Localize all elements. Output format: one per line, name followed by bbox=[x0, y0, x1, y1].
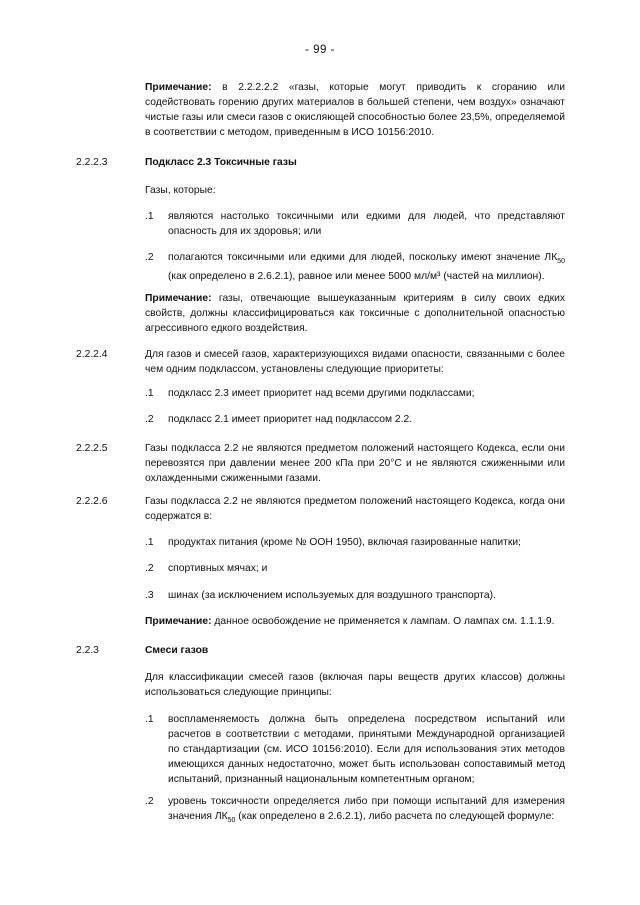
paragraph: Газы подкласса 2.2 не являются предметом положений настоящего Кодекса, если они перевозятся при давлении менее 200 кПа при 20°C и не являются сжиженными или охлажденными сжиженными газами. bbox=[145, 443, 565, 484]
note-label: Примечание: bbox=[145, 616, 212, 627]
list-item bbox=[145, 561, 565, 576]
paragraph: Газы, которые: bbox=[145, 185, 216, 196]
list-marker: .1 bbox=[145, 714, 154, 725]
list-marker: .1 bbox=[145, 537, 154, 548]
list-item-text: являются настолько токсичными или едкими для людей, что представляют опасность для их здоровья; или bbox=[168, 211, 565, 237]
list-item bbox=[145, 412, 565, 427]
section-number: 2.2.2.4 bbox=[76, 349, 108, 360]
section-number: 2.2.2.6 bbox=[76, 496, 108, 507]
list-item-text: подкласс 2.1 имеет приоритет над подклассом 2.2. bbox=[168, 414, 413, 425]
list-item-text: продуктах питания (кроме № ООН 1950), включая газированные напитки; bbox=[168, 537, 521, 548]
note-label: Примечание: bbox=[145, 293, 212, 304]
note-lamps bbox=[145, 614, 565, 629]
section-number: 2.2.2.5 bbox=[76, 443, 108, 454]
paragraph: Для классификации смесей газов (включая пары веществ других классов) должны использоваться следующие принципы: bbox=[145, 672, 565, 698]
note-text: в 2.2.2.2.2 «газы, которые могут приводить к сгоранию или содействовать горению других материалов в большей степени, чем воздух» означают чистые газы или смеси газов с окисляющей способностью более 23,5%, определяемой в соответствии с методом, приведенным в ИСО 10156:2010. bbox=[145, 82, 565, 138]
paragraph: Газы подкласса 2.2 не являются предметом положений настоящего Кодекса, когда они содержатся в: bbox=[145, 496, 565, 522]
list-marker: .1 bbox=[145, 211, 154, 222]
list-item bbox=[145, 712, 565, 787]
section-title: Смеси газов bbox=[145, 645, 209, 656]
note-label: Примечание: bbox=[145, 82, 212, 93]
list-marker: .2 bbox=[145, 252, 154, 263]
list-marker: .2 bbox=[145, 414, 154, 425]
list-item-text: полагаются токсичными или едкими для людей, поскольку имеют значение $ЛК_{50}$ (как определено в 2.6.2.1), равное или менее 5000 мл/м³ (частей на миллион). bbox=[168, 252, 565, 283]
paragraph: Для газов и смесей газов, характеризующихся видами опасности, связанными с более чем одним подклассом, установлены следующие приоритеты: bbox=[145, 349, 565, 375]
list-item bbox=[145, 794, 565, 828]
list-item-text: уровень токсичности определяется либо при помощи испытаний для измерения значения $ЛК_{50}$ (как определено в 2.6.2.1), либо расчета по следующей формуле: bbox=[168, 796, 565, 825]
section-title: Подкласс 2.3 Токсичные газы bbox=[145, 157, 297, 168]
section-number: 2.2.3 bbox=[76, 645, 99, 656]
page-number: - 99 - bbox=[305, 44, 335, 56]
list-item-text: спортивных мячах; и bbox=[168, 563, 268, 574]
note-text: данное освобождение не применяется к лампам. О лампах см. 1.1.1.9. bbox=[211, 616, 555, 627]
note-oxidizing bbox=[145, 80, 565, 140]
note-toxic bbox=[145, 291, 565, 336]
section-number: 2.2.2.3 bbox=[76, 157, 108, 168]
list-item bbox=[145, 209, 565, 239]
list-marker: .3 bbox=[145, 590, 154, 601]
list-item bbox=[145, 250, 565, 284]
list-item-text: воспламеняемость должна быть определена посредством испытаний или расчетов в соответствии с методами, принятыми Международной организацией по стандартизации (см. ИСО 10156:2010). Если для использования этих методов имеющихся данных недостаточно, может быть использован сопоставимый метод испытаний, признанный национальным компетентным органом; bbox=[168, 714, 565, 785]
list-marker: .2 bbox=[145, 796, 154, 807]
note-text: газы, отвечающие вышеуказанным критериям в силу своих едких свойств, должны классифицироваться как токсичные с дополнительной опасностью агрессивного едкого воздействия. bbox=[145, 293, 565, 334]
list-item bbox=[145, 535, 565, 550]
list-item bbox=[145, 386, 565, 401]
list-marker: .1 bbox=[145, 388, 154, 399]
list-item-text: подкласс 2.3 имеет приоритет над всеми другими подклассами; bbox=[168, 388, 475, 399]
list-item-text: шинах (за исключением используемых для воздушного транспорта). bbox=[168, 590, 496, 601]
list-item bbox=[145, 588, 565, 603]
list-marker: .2 bbox=[145, 563, 154, 574]
